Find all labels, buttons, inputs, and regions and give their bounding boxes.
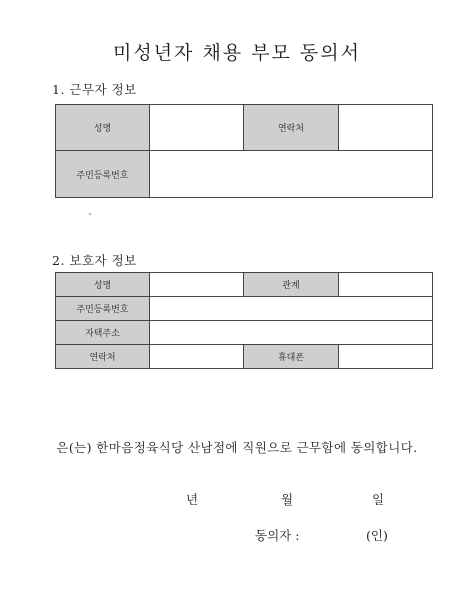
worker-contact-field[interactable] [339,105,433,151]
worker-info-heading: 1. 근무자 정보 [52,82,137,97]
guardian-name-label: 성명 [56,273,150,297]
guardian-relation-field[interactable] [339,273,433,297]
guardian-contact-field[interactable] [150,345,244,369]
date-year-label: 년 [186,492,199,507]
consent-statement: 은(는) 한마음정육식당 산남점에 직원으로 근무함에 동의합니다. [56,440,418,455]
guardian-relation-label: 관계 [244,273,339,297]
worker-info-table [55,104,433,198]
guardian-address-field[interactable] [150,321,433,345]
worker-name-field[interactable] [150,105,244,151]
worker-rrn-label: 주민등록번호 [56,151,150,198]
date-month-label: 월 [281,492,294,507]
guardian-row-address [56,321,433,345]
worker-row-name-contact [56,105,433,151]
guardian-mobile-field[interactable] [339,345,433,369]
worker-contact-label: 연락처 [244,105,339,151]
guardian-rrn-field[interactable] [150,297,433,321]
worker-row-rrn [56,151,433,198]
guardian-address-label: 자택주소 [56,321,150,345]
guardian-mobile-label: 휴대폰 [244,345,339,369]
guardian-contact-label: 연락처 [56,345,150,369]
guardian-info-table [55,272,433,369]
page-title: 미성년자 채용 부모 동의서 [112,42,361,64]
seal-mark: (인) [366,528,388,543]
guardian-row-name-relation [56,273,433,297]
guardian-info-heading: 2. 보호자 정보 [52,253,137,268]
signer-label: 동의자 : [255,528,300,543]
worker-rrn-field[interactable] [150,151,433,198]
date-day-label: 일 [372,492,385,507]
guardian-row-contact-mobile [56,345,433,369]
worker-name-label: 성명 [56,105,150,151]
guardian-rrn-label: 주민등록번호 [56,297,150,321]
stray-mark: ` [88,213,93,224]
guardian-row-rrn [56,297,433,321]
guardian-name-field[interactable] [150,273,244,297]
